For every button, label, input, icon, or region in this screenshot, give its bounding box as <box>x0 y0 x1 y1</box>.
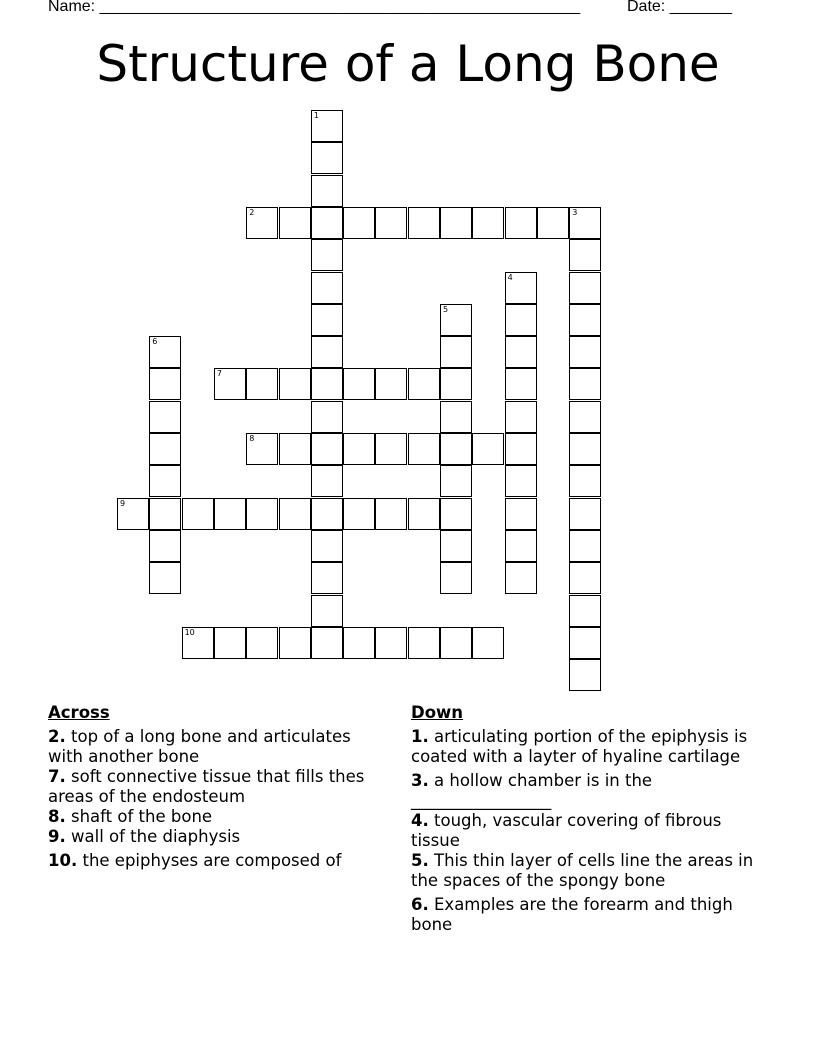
cell-number: 2 <box>249 207 255 217</box>
crossword-cell[interactable] <box>440 498 472 530</box>
clue-across-9 <box>48 827 388 847</box>
cell-number: 1 <box>313 111 319 120</box>
crossword-cell[interactable] <box>472 207 504 239</box>
crossword-cell[interactable] <box>408 433 440 465</box>
cell-number: 5 <box>443 304 449 314</box>
crossword-cell[interactable] <box>440 627 472 659</box>
clue-number: 4. <box>411 811 429 830</box>
crossword-cell[interactable] <box>440 336 472 368</box>
crossword-cell[interactable] <box>472 433 504 465</box>
crossword-cell[interactable] <box>279 433 311 465</box>
clue-down-3 <box>411 771 771 811</box>
crossword-cell[interactable] <box>311 368 343 400</box>
crossword-cell[interactable] <box>279 498 311 530</box>
crossword-cell[interactable] <box>505 530 537 562</box>
clue-down-4 <box>411 811 771 851</box>
crossword-cell[interactable] <box>214 627 246 659</box>
crossword-cell[interactable] <box>279 207 311 239</box>
crossword-cell[interactable] <box>440 562 472 594</box>
crossword-cell[interactable] <box>311 336 343 368</box>
down-heading: Down <box>411 703 464 722</box>
clue-across-8 <box>48 807 388 827</box>
crossword-cell[interactable] <box>505 207 537 239</box>
crossword-cell[interactable] <box>569 465 601 497</box>
crossword-cell[interactable] <box>569 595 601 627</box>
cell-number: 8 <box>249 434 255 443</box>
crossword-cell[interactable] <box>440 401 472 433</box>
crossword-cell[interactable] <box>408 498 440 530</box>
crossword-cell[interactable] <box>311 110 343 142</box>
clue-text: the epiphyses are composed of <box>82 851 342 870</box>
crossword-cell[interactable] <box>505 562 537 594</box>
clue-across-10 <box>48 851 388 871</box>
crossword-cell[interactable] <box>311 465 343 497</box>
clue-number: 10. <box>48 851 78 870</box>
crossword-cell[interactable] <box>311 207 343 239</box>
cell-number: 7 <box>216 369 222 379</box>
crossword-cell[interactable] <box>569 401 601 433</box>
crossword-cell[interactable] <box>343 627 375 659</box>
crossword-cell[interactable] <box>343 498 375 530</box>
date-field[interactable]: Date: _______ <box>627 0 732 15</box>
crossword-cell[interactable] <box>505 272 537 304</box>
page-title: Structure of a Long Bone <box>96 35 720 93</box>
clue-text: This thin layer of cells line the areas in the spaces of the spongy bone <box>411 851 754 890</box>
clue-text: top of a long bone and articulates with another bone <box>48 727 351 766</box>
crossword-cell[interactable] <box>408 207 440 239</box>
crossword-cell[interactable] <box>440 368 472 400</box>
crossword-cell[interactable] <box>505 401 537 433</box>
crossword-cell[interactable] <box>569 659 601 691</box>
name-field[interactable]: Name: ______________________________________________________ <box>48 0 581 15</box>
clue-text: tough, vascular covering of fibrous tissue <box>411 811 722 850</box>
crossword-cell[interactable] <box>311 498 343 530</box>
crossword-cell[interactable] <box>182 627 214 659</box>
across-clues <box>48 703 388 871</box>
clue-text: wall of the diaphysis <box>71 827 241 846</box>
crossword-cell[interactable] <box>375 498 407 530</box>
crossword-cell[interactable] <box>311 175 343 207</box>
cell-number: 6 <box>152 337 158 347</box>
crossword-cell[interactable] <box>569 239 601 271</box>
clue-number: 9. <box>48 827 66 846</box>
crossword-cell[interactable] <box>569 562 601 594</box>
crossword-cell[interactable] <box>440 433 472 465</box>
crossword-cell[interactable] <box>569 627 601 659</box>
crossword-cell[interactable] <box>472 627 504 659</box>
clue-down-5 <box>411 851 771 891</box>
crossword-cell[interactable] <box>537 207 569 239</box>
down-clues <box>411 703 771 935</box>
crossword-cell[interactable] <box>440 304 472 336</box>
crossword-cell[interactable] <box>246 627 278 659</box>
clue-down-6 <box>411 895 771 935</box>
crossword-cell[interactable] <box>375 207 407 239</box>
cell-number: 10 <box>184 627 195 637</box>
clue-number: 3. <box>411 771 429 790</box>
crossword-cell[interactable] <box>569 368 601 400</box>
clue-text: shaft of the bone <box>71 807 213 826</box>
clue-text: Examples are the forearm and thigh bone <box>411 895 733 934</box>
crossword-cell[interactable] <box>505 465 537 497</box>
crossword-cell[interactable] <box>279 627 311 659</box>
crossword-cell[interactable] <box>505 433 537 465</box>
crossword-cell[interactable] <box>279 368 311 400</box>
crossword-cell[interactable] <box>343 207 375 239</box>
crossword-cell[interactable] <box>375 627 407 659</box>
crossword-cell[interactable] <box>440 530 472 562</box>
crossword-cell[interactable] <box>246 207 278 239</box>
crossword-cell[interactable] <box>117 498 149 530</box>
crossword-cell[interactable] <box>311 142 343 174</box>
crossword-cell[interactable] <box>311 304 343 336</box>
crossword-cell[interactable] <box>149 465 181 497</box>
clue-number: 5. <box>411 851 429 870</box>
clue-text: a hollow chamber is in the _________________ <box>411 771 653 810</box>
crossword-cell[interactable] <box>246 498 278 530</box>
cell-number: 9 <box>120 498 126 508</box>
crossword-cell[interactable] <box>311 627 343 659</box>
crossword-cell[interactable] <box>311 530 343 562</box>
clue-across-7 <box>48 767 388 807</box>
crossword-cell[interactable] <box>246 433 278 465</box>
crossword-cell[interactable] <box>149 498 181 530</box>
crossword-cell[interactable] <box>311 239 343 271</box>
clue-text: soft connective tissue that fills thes areas of the endosteum <box>48 767 365 806</box>
crossword-cell[interactable] <box>149 562 181 594</box>
crossword-cell[interactable] <box>505 498 537 530</box>
clue-number: 2. <box>48 727 66 746</box>
crossword-cell[interactable] <box>569 336 601 368</box>
clue-number: 6. <box>411 895 429 914</box>
crossword-cell[interactable] <box>440 207 472 239</box>
crossword-cell[interactable] <box>149 368 181 400</box>
crossword-cell[interactable] <box>569 530 601 562</box>
crossword-cell[interactable] <box>569 433 601 465</box>
clue-number: 1. <box>411 727 429 746</box>
crossword-cell[interactable] <box>505 336 537 368</box>
crossword-cell[interactable] <box>311 272 343 304</box>
crossword-cell[interactable] <box>505 368 537 400</box>
crossword-cell[interactable] <box>569 272 601 304</box>
clue-down-1 <box>411 727 771 767</box>
crossword-cell[interactable] <box>569 207 601 239</box>
crossword-cell[interactable] <box>149 401 181 433</box>
across-heading: Across <box>48 703 110 722</box>
crossword-cell[interactable] <box>182 498 214 530</box>
crossword-cell[interactable] <box>214 368 246 400</box>
crossword-cell[interactable] <box>505 304 537 336</box>
crossword-cell[interactable] <box>246 368 278 400</box>
crossword-cell[interactable] <box>375 433 407 465</box>
crossword-cell[interactable] <box>375 368 407 400</box>
clue-across-2 <box>48 727 388 767</box>
crossword-cell[interactable] <box>311 595 343 627</box>
crossword-cell[interactable] <box>214 498 246 530</box>
crossword-cell[interactable] <box>343 368 375 400</box>
crossword-cell[interactable] <box>408 627 440 659</box>
clue-number: 7. <box>48 767 66 786</box>
cell-number: 3 <box>572 207 578 217</box>
clue-text: articulating portion of the epiphysis is coated with a layter of hyaline cartilage <box>411 727 748 766</box>
crossword-cell[interactable] <box>311 433 343 465</box>
crossword-cell[interactable] <box>569 498 601 530</box>
clue-number: 8. <box>48 807 66 826</box>
crossword-cell[interactable] <box>408 368 440 400</box>
crossword-cell[interactable] <box>149 530 181 562</box>
cell-number: 4 <box>507 272 513 282</box>
crossword-cell[interactable] <box>343 433 375 465</box>
crossword-cell[interactable] <box>149 336 181 368</box>
crossword-cell[interactable] <box>311 562 343 594</box>
crossword-cell[interactable] <box>440 465 472 497</box>
crossword-cell[interactable] <box>311 401 343 433</box>
crossword-cell[interactable] <box>569 304 601 336</box>
crossword-cell[interactable] <box>149 433 181 465</box>
